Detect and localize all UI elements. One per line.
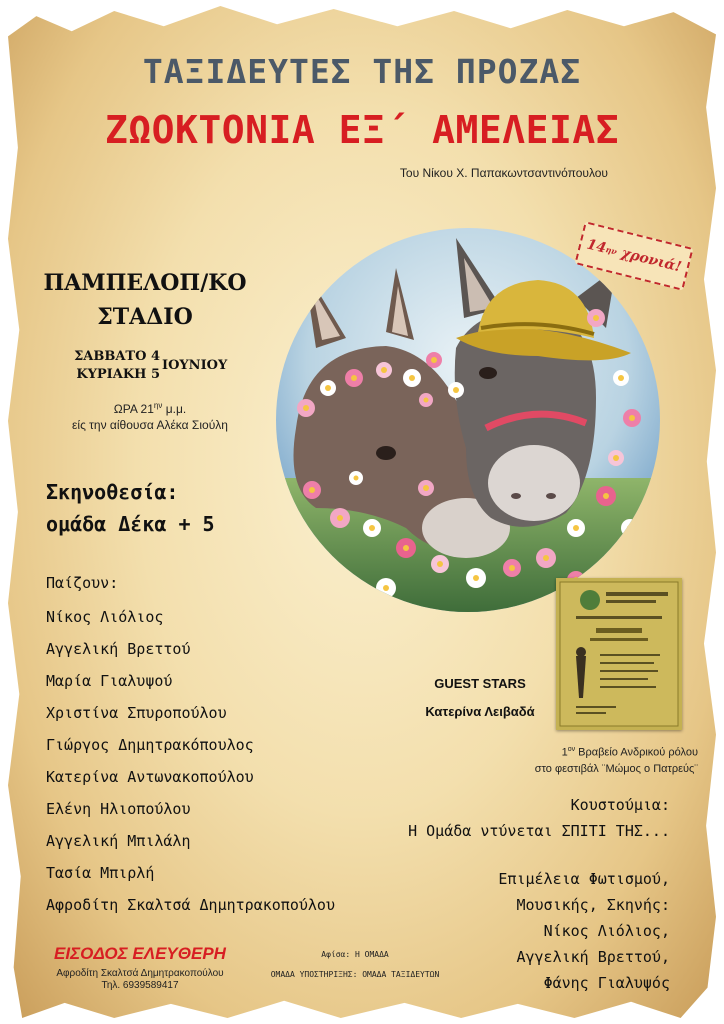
day-sunday: ΚΥΡΙΑΚΗ 5 bbox=[76, 367, 160, 382]
award-certificate-image bbox=[556, 578, 682, 730]
directing-credit bbox=[46, 476, 215, 540]
award-rank: 1 bbox=[561, 746, 568, 759]
free-entry-notice: ΕΙΣΟΔΟΣ ΕΛΕΥΘΕΡΗ bbox=[54, 944, 226, 963]
guest-star-name: Κατερίνα Λειβαδά bbox=[425, 704, 535, 719]
venue-line-2: ΣΤΑΔΙΟ bbox=[97, 304, 193, 330]
award-note bbox=[420, 742, 698, 777]
support-team-credit: ΟΜΑΔΑ ΥΠΟΣΤΗΡΙΞΗΣ: ΟΜΑΔΑ ΤΑΞΙΔΕΥΤΩΝ bbox=[270, 970, 440, 979]
poster-credit: Αφίσα: Η ΟΜΑΔΑ bbox=[321, 950, 389, 959]
cast-list bbox=[46, 604, 335, 924]
author-line: Του Νίκου Χ. Παπακωντσαντινόπουλου bbox=[399, 166, 608, 180]
lighting-line-3: Νίκος Λιόλιος, bbox=[543, 922, 670, 940]
organizer-name: Αφροδίτη Σκαλτσά Δημητρακοπούλου bbox=[56, 968, 224, 979]
cast-member: Τασία Μπιρλή bbox=[46, 864, 155, 882]
cast-member: Γιώργος Δημητρακόπουλος bbox=[46, 736, 254, 754]
day-saturday: ΣΑΒΒΑΤΟ 4 bbox=[74, 349, 160, 364]
costumes-label: Κουστούμια: bbox=[570, 796, 670, 814]
organizer-contact bbox=[20, 968, 260, 992]
cast-member: Κατερίνα Αντωνακοπούλου bbox=[46, 768, 254, 786]
venue-line-1: ΠΑΜΠΕΛΟΠ/ΚΟ bbox=[43, 270, 247, 296]
costumes-credit bbox=[300, 792, 670, 844]
showtime-sup: ην bbox=[153, 401, 163, 410]
showtime-prefix: ΩΡΑ 21 bbox=[113, 402, 154, 416]
costumes-value: Η Ομάδα ντύνεται ΣΠΙΤΙ ΤΗΣ... bbox=[408, 822, 670, 840]
organizer-phone: Τηλ. 6939589417 bbox=[101, 980, 179, 991]
lighting-line-4: Αγγελική Βρεττού, bbox=[516, 948, 670, 966]
badge-years-sup: ην bbox=[604, 244, 619, 257]
award-line-2: στο φεστιβάλ ¨Μώμος ο Πατρεύς¨ bbox=[534, 762, 698, 775]
cast-member: Χριστίνα Σπυροπούλου bbox=[46, 704, 227, 722]
cast-member: Μαρία Γιαλυψού bbox=[46, 672, 173, 690]
directing-value: ομάδα Δέκα + 5 bbox=[46, 512, 215, 536]
performance-month: ΙΟΥΝΙΟΥ bbox=[162, 358, 228, 373]
showtime-suffix: μ.μ. bbox=[162, 402, 187, 416]
lighting-line-5: Φάνης Γιαλυψός bbox=[543, 974, 670, 992]
cast-member: Αγγελική Μπιλάλη bbox=[46, 832, 191, 850]
award-certificate-svg bbox=[556, 578, 682, 730]
cast-member: Νίκος Λιόλιος bbox=[46, 608, 164, 626]
directing-label: Σκηνοθεσία: bbox=[46, 480, 179, 504]
cast-heading: Παίζουν: bbox=[46, 574, 119, 592]
donkeys-painting bbox=[276, 228, 660, 612]
badge-label: χρονιά! bbox=[619, 245, 683, 276]
award-rank-sup: ον bbox=[567, 746, 576, 753]
cast-member: Αφροδίτη Σκαλτσά Δημητρακοπούλου bbox=[46, 896, 335, 914]
performance-days bbox=[60, 348, 160, 384]
cast-member: Αγγελική Βρεττού bbox=[46, 640, 191, 658]
series-title: ΤΑΞΙΔΕΥΤΕΣ ΤΗΣ ΠΡΟΖΑΣ bbox=[142, 52, 582, 91]
award-line-1: Βραβείο Ανδρικού ρόλου bbox=[575, 746, 698, 759]
lighting-line-1: Επιμέλεια Φωτισμού, bbox=[498, 870, 670, 888]
showtime bbox=[40, 398, 260, 433]
play-title: ΖΩΟΚΤΟΝΙΑ ΕΞ΄ ΑΜΕΛΕΙΑΣ bbox=[104, 108, 620, 152]
badge-years: 14 bbox=[585, 236, 608, 257]
donkeys-painting-svg bbox=[276, 228, 660, 612]
hall-name: είς την αίθουσα Αλέκα Σιούλη bbox=[72, 418, 228, 432]
guest-stars-heading: GUEST STARS bbox=[434, 676, 526, 691]
cast-member: Ελένη Ηλιοπούλου bbox=[46, 800, 191, 818]
venue bbox=[40, 266, 250, 334]
lighting-line-2: Μουσικής, Σκηνής: bbox=[516, 896, 670, 914]
